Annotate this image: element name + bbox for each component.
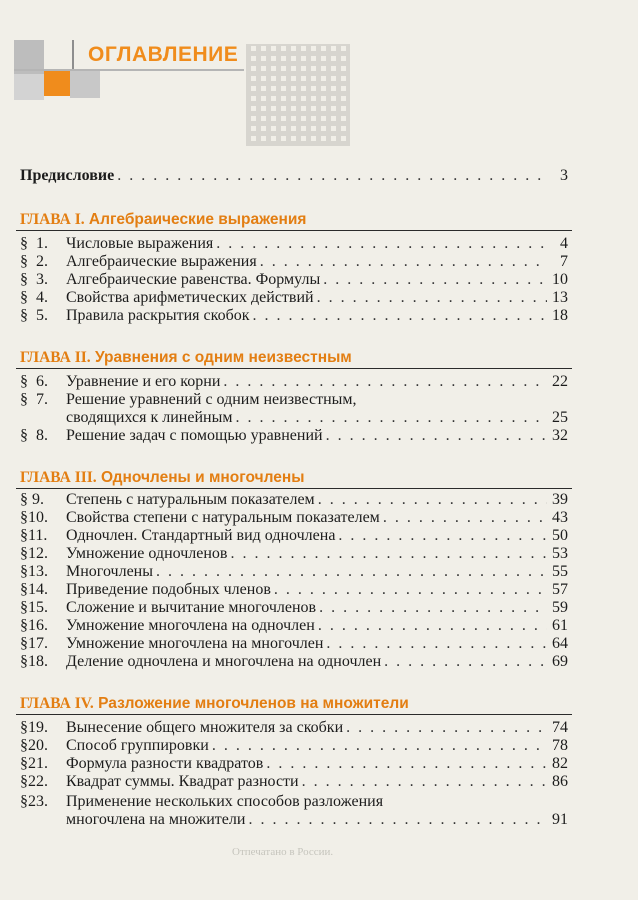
section-number: §19.	[20, 719, 48, 736]
page-number: 22	[552, 373, 568, 390]
page-number: 39	[552, 491, 568, 508]
entry-title: Числовые выражения	[66, 235, 214, 252]
leader-dots	[302, 772, 547, 792]
page-number: 25	[552, 409, 568, 426]
toc-entry[interactable]	[66, 234, 568, 254]
entry-title: Умножение одночленов	[66, 545, 228, 562]
entry-title-line[interactable]: Решение уравнений с одним неизвестным,	[66, 391, 357, 408]
section-number: §14.	[20, 581, 48, 598]
page-number: 3	[560, 167, 568, 184]
toc-entry[interactable]	[66, 754, 568, 774]
chapter-number: ГЛАВА III.	[20, 469, 97, 486]
toc-entry[interactable]	[66, 652, 568, 672]
section-number: §17.	[20, 635, 48, 652]
leader-dots	[384, 652, 547, 672]
leader-dots	[326, 426, 547, 446]
chapter-name: Одночлены и многочлены	[100, 469, 305, 486]
section-number: §18.	[20, 653, 48, 670]
page-number: 91	[552, 811, 568, 828]
entry-title: Решение задач с помощью уравнений	[66, 427, 323, 444]
chapter-separator	[16, 230, 572, 231]
toc-entry[interactable]	[66, 598, 568, 618]
page-number: 43	[552, 509, 568, 526]
toc-entry[interactable]	[66, 508, 568, 528]
entry-title: Одночлен. Стандартный вид одночлена	[66, 527, 336, 544]
toc-entry[interactable]	[66, 270, 568, 290]
page-number: 13	[552, 289, 568, 306]
chapter-number: ГЛАВА IV.	[20, 695, 94, 712]
toc-entry[interactable]	[66, 810, 568, 830]
decor-block-orange	[44, 70, 70, 96]
entry-title: Свойства арифметических действий	[66, 289, 314, 306]
section-number: §23.	[20, 793, 48, 810]
leader-dots	[156, 562, 547, 582]
chapter-heading[interactable]	[20, 468, 304, 488]
leader-dots	[212, 736, 547, 756]
toc-entry[interactable]	[66, 426, 568, 446]
toc-entry[interactable]	[66, 772, 568, 792]
section-number: §13.	[20, 563, 48, 580]
chapter-heading[interactable]	[20, 348, 352, 368]
leader-dots	[319, 598, 547, 618]
toc-entry[interactable]	[66, 490, 568, 510]
chapter-number: ГЛАВА II.	[20, 349, 91, 366]
entry-title: Уравнение и его корни	[66, 373, 221, 390]
page-number: 57	[552, 581, 568, 598]
section-number: § 1.	[20, 235, 48, 252]
toc-entry[interactable]	[66, 526, 568, 546]
page-number: 7	[560, 253, 568, 270]
leader-dots	[266, 754, 547, 774]
chapter-heading[interactable]	[20, 210, 306, 230]
section-number: § 5.	[20, 307, 48, 324]
toc-entry[interactable]	[66, 252, 568, 272]
page-number: 74	[552, 719, 568, 736]
chapter-name: Алгебраические выражения	[88, 211, 307, 228]
chapter-separator	[16, 368, 572, 369]
page-number: 61	[552, 617, 568, 634]
page-number: 86	[552, 773, 568, 790]
toc-entry[interactable]	[66, 306, 568, 326]
section-number: §11.	[20, 527, 48, 544]
toc-entry[interactable]	[66, 634, 568, 654]
leader-dots	[235, 408, 547, 428]
section-number: §15.	[20, 599, 48, 616]
chapter-name: Уравнения с одним неизвестным	[94, 349, 352, 366]
toc-entry[interactable]	[66, 580, 568, 600]
entry-title: Вынесение общего множителя за скобки	[66, 719, 344, 736]
page-number: 69	[552, 653, 568, 670]
chapter-name: Разложение многочленов на множители	[98, 695, 409, 712]
decor-block-grey	[70, 70, 100, 98]
entry-title: Степень с натуральным показателем	[66, 491, 315, 508]
leader-dots	[260, 252, 547, 272]
toc-entry[interactable]	[66, 288, 568, 308]
entry-title: Умножение многочлена на многочлен	[66, 635, 324, 652]
entry-title: Формула разности квадратов	[66, 755, 264, 772]
toc-entry[interactable]	[66, 616, 568, 636]
chapter-separator	[16, 714, 572, 715]
page-number: 82	[552, 755, 568, 772]
decor-vertical-rule	[72, 40, 74, 70]
page-number: 18	[552, 307, 568, 324]
entry-title: Свойства степени с натуральным показателем	[66, 509, 380, 526]
entry-title: Деление одночлена и многочлена на одночлен	[66, 653, 382, 670]
leader-dots	[223, 372, 547, 392]
leader-dots	[216, 234, 547, 254]
section-number: § 4.	[20, 289, 48, 306]
entry-title: Квадрат суммы. Квадрат разности	[66, 773, 299, 790]
chapter-separator	[16, 488, 572, 489]
toc-preface[interactable]	[20, 166, 568, 186]
entry-title: Алгебраические выражения	[66, 253, 257, 270]
entry-title-continuation: сводящихся к линейным	[66, 409, 233, 426]
section-number: § 9.	[20, 491, 44, 508]
entry-title: Умножение многочлена на одночлен	[66, 617, 315, 634]
section-number: § 6.	[20, 373, 48, 390]
section-number: § 8.	[20, 427, 48, 444]
leader-dots	[318, 616, 547, 636]
page-number: 50	[552, 527, 568, 544]
entry-title: Сложение и вычитание многочленов	[66, 599, 317, 616]
entry-title-line[interactable]: Применение нескольких способов разложения	[66, 793, 384, 810]
toc-entry[interactable]	[66, 736, 568, 756]
leader-dots	[248, 810, 547, 830]
entry-title: Правила раскрытия скобок	[66, 307, 250, 324]
leader-dots	[274, 580, 547, 600]
section-number: §20.	[20, 737, 48, 754]
section-number: §10.	[20, 509, 48, 526]
leader-dots	[326, 634, 547, 654]
preface-label: Предисловие	[20, 167, 115, 184]
toc-entry[interactable]	[66, 372, 568, 392]
section-number: §22.	[20, 773, 48, 790]
section-number: §16.	[20, 617, 48, 634]
decor-horizontal-rule	[14, 69, 244, 71]
leader-dots	[318, 490, 547, 510]
decor-block-grey	[14, 74, 44, 100]
leader-dots	[323, 270, 547, 290]
chapter-number: ГЛАВА I.	[20, 211, 85, 228]
section-number: § 2.	[20, 253, 48, 270]
page-title: ОГЛАВЛЕНИЕ	[88, 43, 239, 66]
section-number: § 3.	[20, 271, 48, 288]
page-number: 32	[552, 427, 568, 444]
page-number: 78	[552, 737, 568, 754]
page-number: 10	[552, 271, 568, 288]
show-through-text: Отпечатано в России.	[232, 846, 334, 858]
leader-dots	[338, 526, 547, 546]
toc-entry[interactable]	[66, 562, 568, 582]
qr-code-show-through	[246, 44, 350, 146]
section-number: § 7.	[20, 391, 48, 408]
section-number: §21.	[20, 755, 48, 772]
leader-dots	[317, 288, 547, 308]
leader-dots	[383, 508, 547, 528]
entry-title: Многочлены	[66, 563, 153, 580]
entry-title: Способ группировки	[66, 737, 209, 754]
toc-entry[interactable]	[66, 718, 568, 738]
entry-title: Приведение подобных членов	[66, 581, 271, 598]
toc-entry[interactable]	[66, 408, 568, 428]
page-number: 55	[552, 563, 568, 580]
leader-dots	[230, 544, 547, 564]
page-number: 4	[560, 235, 568, 252]
entry-title: Алгебраические равенства. Формулы	[66, 271, 321, 288]
entry-title-continuation: многочлена на множители	[66, 811, 246, 828]
chapter-heading[interactable]	[20, 694, 409, 714]
leader-dots	[252, 306, 547, 326]
section-number: §12.	[20, 545, 48, 562]
toc-entry[interactable]	[66, 544, 568, 564]
leader-dots	[346, 718, 547, 738]
page-number: 53	[552, 545, 568, 562]
page-number: 64	[552, 635, 568, 652]
page-number: 59	[552, 599, 568, 616]
leader-dots	[117, 166, 547, 186]
